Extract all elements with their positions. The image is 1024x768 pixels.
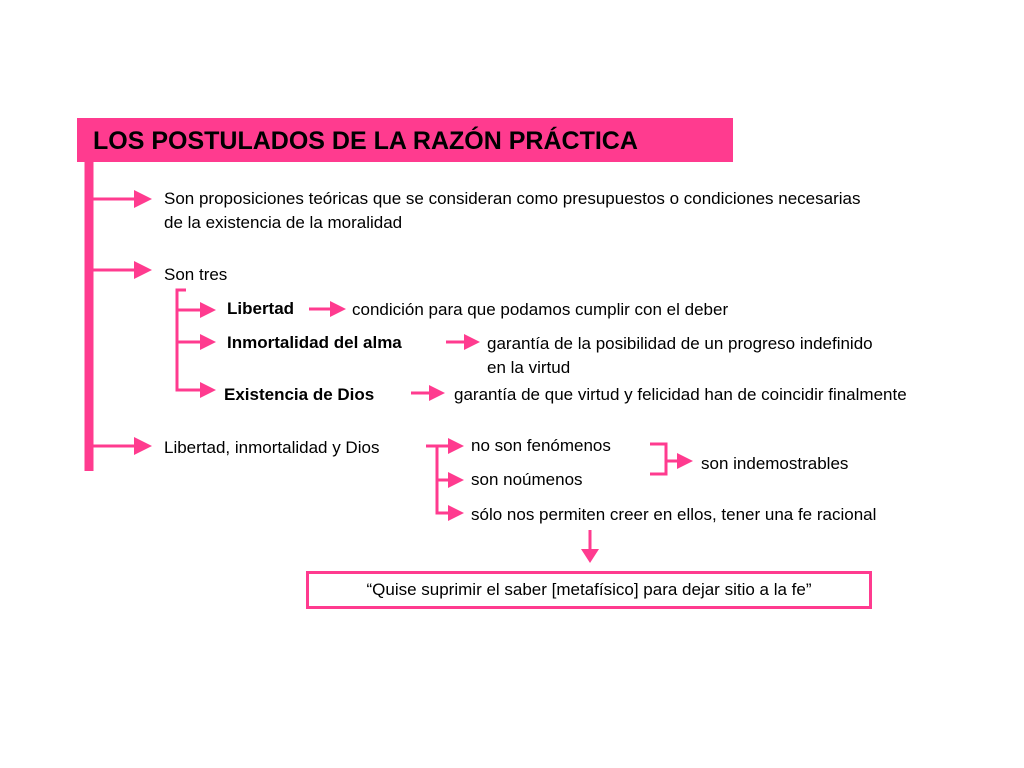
page-title: LOS POSTULADOS DE LA RAZÓN PRÁCTICA: [93, 127, 638, 155]
arrowhead: [134, 437, 152, 455]
postulado-dios: Existencia de Dios: [224, 385, 375, 404]
quote-text: “Quise suprimir el saber [metafísico] para dejar sitio a la fe”: [366, 580, 812, 599]
postulado-dios-desc: garantía de que virtud y felicidad han de coincidir finalmente: [454, 385, 907, 404]
arrowhead: [200, 334, 216, 350]
definition-line-1: Son proposiciones teóricas que se consideran como presupuestos o condiciones necesarias: [164, 189, 861, 208]
conclusion-bracket: [650, 444, 666, 474]
arrowhead: [448, 438, 464, 454]
definition-line-2: de la existencia de la moralidad: [164, 213, 403, 232]
postulado-inmortalidad-desc-2: en la virtud: [487, 358, 571, 377]
arrowhead: [429, 385, 445, 401]
postulado-libertad: Libertad: [227, 299, 295, 318]
postulado-libertad-desc: condición para que podamos cumplir con el deber: [352, 300, 729, 319]
postulado-inmortalidad-desc-1: garantía de la posibilidad de un progreso indefinido: [487, 334, 873, 353]
arrowhead: [448, 472, 464, 488]
postulado-inmortalidad: Inmortalidad del alma: [227, 333, 402, 352]
son-tres-bracket: [177, 290, 203, 390]
arrowhead: [677, 453, 693, 469]
arrowhead: [134, 261, 152, 279]
conclusion-indemostrables: son indemostrables: [701, 454, 849, 473]
item-noumenos: son noúmenos: [471, 470, 583, 489]
arrowhead: [448, 505, 464, 521]
item-fe-racional: sólo nos permiten creer en ellos, tener una fe racional: [471, 505, 877, 524]
arrowhead: [464, 334, 480, 350]
son-tres-label: Son tres: [164, 265, 228, 284]
arrowhead: [200, 382, 216, 398]
arrowhead: [200, 302, 216, 318]
arrowhead: [330, 301, 346, 317]
arrowhead: [134, 190, 152, 208]
arrowhead: [581, 549, 599, 563]
quote-box: [306, 571, 872, 609]
item-fenomenos: no son fenómenos: [471, 436, 611, 455]
third-label: Libertad, inmortalidad y Dios: [164, 438, 380, 457]
